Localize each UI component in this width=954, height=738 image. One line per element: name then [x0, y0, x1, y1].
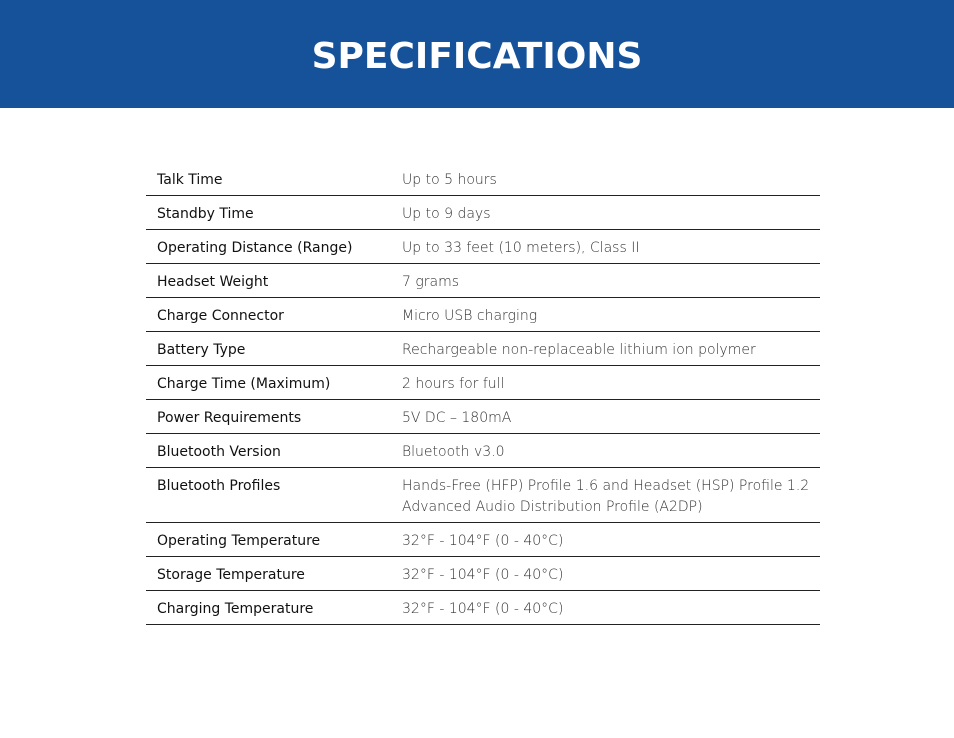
spec-label: Bluetooth Version [157, 444, 281, 460]
spec-label: Headset Weight [157, 274, 269, 290]
spec-row-charging-temperature [146, 591, 820, 625]
spec-label: Charge Connector [157, 308, 284, 324]
spec-row-bluetooth-version [146, 434, 820, 468]
spec-value [402, 374, 820, 392]
spec-value-line: Advanced Audio Distribution Profile (A2DP) [402, 499, 703, 515]
spec-value-line: 32°F - 104°F (0 - 40°C) [402, 601, 564, 617]
spec-row-battery-type [146, 332, 820, 366]
spec-value [402, 306, 820, 324]
spec-value [402, 204, 820, 222]
spec-value [402, 565, 820, 583]
spec-label: Charging Temperature [157, 601, 314, 617]
spec-row-bluetooth-profiles [146, 468, 820, 523]
spec-value-line: Up to 33 feet (10 meters), Class II [402, 240, 640, 256]
spec-row-charge-connector [146, 298, 820, 332]
spec-value [402, 340, 820, 358]
page-title: SPECIFICATIONS [311, 35, 643, 77]
spec-value [402, 476, 820, 515]
spec-value [402, 531, 820, 549]
spec-label: Storage Temperature [157, 567, 305, 583]
spec-value [402, 442, 820, 460]
spec-label: Charge Time (Maximum) [157, 376, 331, 392]
spec-row-operating-distance [146, 230, 820, 264]
spec-value [402, 170, 820, 188]
header-banner [0, 0, 954, 108]
spec-row-storage-temperature [146, 557, 820, 591]
spec-value-line: 2 hours for full [402, 376, 505, 392]
spec-row-charge-time [146, 366, 820, 400]
spec-row-power-requirements [146, 400, 820, 434]
spec-value-line: Up to 9 days [402, 206, 491, 222]
spec-value-line: Up to 5 hours [402, 172, 497, 188]
spec-value-line: Micro USB charging [402, 308, 538, 324]
spec-value-line: Bluetooth v3.0 [402, 444, 505, 460]
specifications-table [146, 162, 820, 625]
spec-label: Bluetooth Profiles [157, 478, 281, 494]
spec-value-line: 32°F - 104°F (0 - 40°C) [402, 567, 564, 583]
spec-value [402, 408, 820, 426]
spec-row-standby-time [146, 196, 820, 230]
spec-row-talk-time [146, 162, 820, 196]
spec-label: Talk Time [157, 172, 223, 188]
spec-row-operating-temperature [146, 523, 820, 557]
spec-value [402, 272, 820, 290]
spec-label: Standby Time [157, 206, 254, 222]
spec-value-line: 32°F - 104°F (0 - 40°C) [402, 533, 564, 549]
spec-value-line: Hands-Free (HFP) Profile 1.6 and Headset (HSP) Profile 1.2 [402, 478, 810, 494]
spec-value [402, 599, 820, 617]
spec-label: Operating Temperature [157, 533, 321, 549]
spec-label: Power Requirements [157, 410, 302, 426]
spec-label: Battery Type [157, 342, 246, 358]
spec-value-line: 5V DC – 180mA [402, 410, 512, 426]
spec-value [402, 238, 820, 256]
spec-value-line: Rechargeable non-replaceable lithium ion polymer [402, 342, 756, 358]
spec-value-line: 7 grams [402, 274, 460, 290]
spec-label: Operating Distance (Range) [157, 240, 353, 256]
spec-row-headset-weight [146, 264, 820, 298]
